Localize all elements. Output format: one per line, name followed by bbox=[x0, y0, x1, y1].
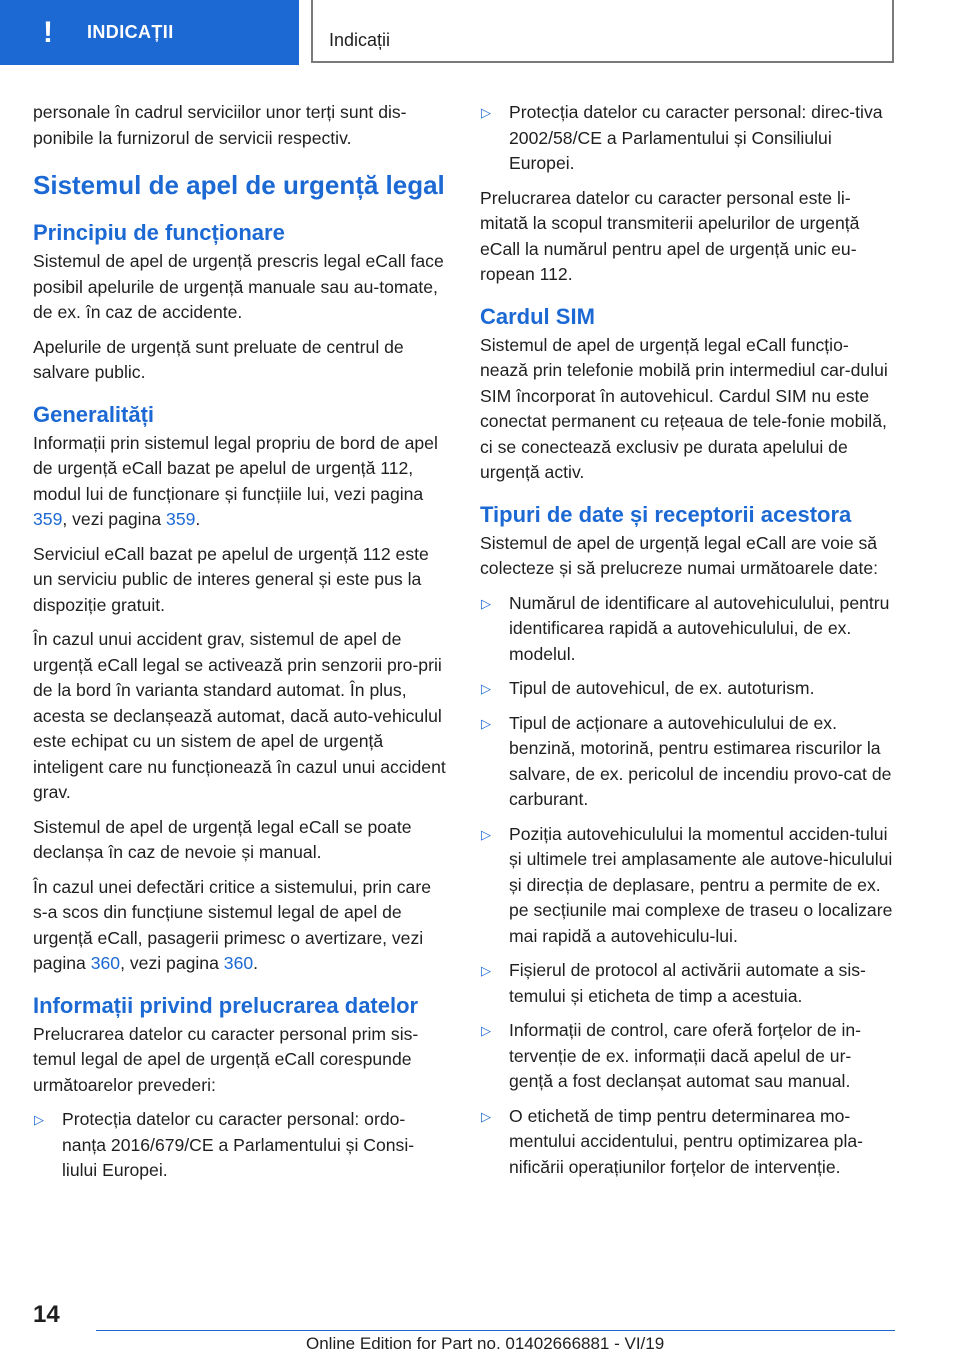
right-column bbox=[480, 100, 894, 1189]
list-item-text: O etichetă de timp pentru determinarea mo-mentului accidentului, pentru optimizarea pla-nificării operațiunilor forțelor de intervenție. bbox=[509, 1105, 864, 1177]
general-paragraph-1-text-c: . bbox=[195, 509, 201, 529]
triangle-bullet-icon: ▷ bbox=[481, 595, 491, 611]
heading-data-types: Tipuri de date și receptorii acestora bbox=[480, 501, 852, 527]
heading-sim-card: Cardul SIM bbox=[480, 303, 595, 329]
regulation-list bbox=[33, 1107, 447, 1184]
heading-data-processing: Informații privind prelucrarea datelor bbox=[33, 992, 419, 1018]
triangle-bullet-icon: ▷ bbox=[481, 1023, 491, 1038]
triangle-bullet-icon: ▷ bbox=[481, 715, 491, 731]
list-item-text: Tipul de acționare a autovehiculului de ex. benzină, motorină, pentru estimarea riscurilor la salvare, de ex. pericolul de incendiu provo-cat de carburant. bbox=[509, 712, 892, 809]
list-item bbox=[480, 1104, 894, 1181]
warning-icon: ! bbox=[43, 15, 53, 49]
list-item bbox=[480, 591, 894, 668]
page-link-359-second[interactable]: 359 bbox=[166, 509, 196, 529]
general-paragraph-5-text-c: . bbox=[253, 953, 259, 973]
list-item-text: Protecția datelor cu caracter personal: direc-tiva 2002/58/CE a Parlamentului și Consiliului Europei. bbox=[509, 102, 883, 173]
principle-paragraph-1: Sistemul de apel de urgență prescris legal eCall face posibil apelurile de urgență manuale sau au-tomate, de ex. în caz de accidente. bbox=[33, 251, 444, 322]
principle-paragraph-2: Apelurile de urgență sunt preluate de centrul de salvare public. bbox=[33, 336, 404, 382]
sim-paragraph: Sistemul de apel de urgență legal eCall funcțio-nează prin telefonie mobilă prin intermediul car-dului SIM încorporat în autovehicul. Cardul SIM nu este conectat permanent cu rețeaua de tele-fonie mobilă, ci se conectează exclusiv pe durata apelului de urgență activ. bbox=[480, 334, 888, 482]
processing-paragraph: Prelucrarea datelor cu caracter personal prim sis-temul legal de apel de urgență eCall corespunde următoarelor prevederi: bbox=[33, 1023, 419, 1095]
page-link-360[interactable]: 360 bbox=[90, 953, 121, 973]
section-tab-label: INDICAȚII bbox=[87, 22, 174, 42]
heading-principle: Principiu de funcționare bbox=[33, 220, 285, 245]
list-item bbox=[33, 1107, 447, 1184]
list-item-text: Poziția autovehiculului la momentul acciden-tului și ultimele trei amplasamente ale autove-hiculului și direcția de deplasare, pentru a permite de ex. pe secțiunile mai complexe de traseu o localizare mai rapidă a autovehiculu-lui. bbox=[509, 823, 893, 946]
general-paragraph-5-text-b: , vezi pagina bbox=[120, 953, 224, 973]
regulation-list-continued bbox=[480, 100, 894, 177]
list-item-text: Informații de control, care oferă forțelor de in-tervenție de ex. informații dacă apelul de ur-gență a fost declanșat automat sau manual. bbox=[509, 1020, 862, 1091]
list-item bbox=[480, 711, 894, 813]
general-paragraph-3: În cazul unui accident grav, sistemul de apel de urgență eCall legal se activează prin senzorii pro-prii de la bord în varianta standard automat. În plus, acesta se declanșează automat, dacă auto-vehiculul este echipat cu un sistem de apel de urgență inteligent care nu funcționează în cazul unui accident grav. bbox=[33, 629, 446, 802]
heading-general: Generalități bbox=[33, 401, 155, 427]
list-item-text: Fișierul de protocol al activării automate a sis-temului și eticheta de timp a acestuia. bbox=[509, 960, 866, 1006]
general-paragraph-1-text-b: , vezi pagina bbox=[62, 509, 167, 529]
general-paragraph-2: Serviciul eCall bazat pe apelul de urgență 112 este un serviciu public de interes general și este pus la dispoziție gratuit. bbox=[33, 543, 429, 615]
triangle-bullet-icon: ▷ bbox=[481, 681, 491, 696]
page-number: 14 bbox=[33, 1301, 60, 1328]
general-paragraph-5-text-a: În cazul unei defectări critice a sistemului, prin care s-a scos din funcțiune sistemul legal de apel de urgență eCall, pasagerii primesc o avertizare, vezi pagina bbox=[33, 876, 431, 973]
general-paragraph-1-text-a: Informații prin sistemul legal propriu de bord de apel de urgență eCall bazat pe apelul de urgență 112, modul lui de funcționare și funcțiile lui, vezi pagina bbox=[33, 432, 438, 504]
general-paragraph-4: Sistemul de apel de urgență legal eCall se poate declanșa în caz de nevoie și manual. bbox=[33, 816, 412, 862]
page-section-title: Indicații bbox=[329, 30, 391, 50]
page-link-360-second[interactable]: 360 bbox=[223, 953, 254, 973]
left-column bbox=[33, 100, 447, 1193]
page-link-359[interactable]: 359 bbox=[33, 509, 63, 529]
header-title-box bbox=[311, 0, 894, 63]
data-types-paragraph: Sistemul de apel de urgență legal eCall are voie să colecteze și să prelucreze numai următoarele date: bbox=[480, 532, 879, 578]
section-tab[interactable] bbox=[0, 0, 299, 65]
edition-footer: Online Edition for Part no. 01402666881 - VI/19 bbox=[306, 1334, 665, 1353]
general-paragraph-5 bbox=[33, 875, 447, 977]
intro-paragraph: personale în cadrul serviciilor unor terți sunt dis-ponibile la furnizorul de servicii respectiv. bbox=[33, 102, 407, 148]
list-item bbox=[480, 676, 894, 702]
list-item bbox=[480, 100, 894, 177]
list-item bbox=[480, 1018, 894, 1095]
triangle-bullet-icon: ▷ bbox=[481, 963, 491, 978]
heading-emergency-call: Sistemul de apel de urgență legal bbox=[33, 170, 445, 200]
triangle-bullet-icon: ▷ bbox=[34, 1112, 44, 1127]
data-types-list bbox=[480, 591, 894, 1181]
triangle-bullet-icon: ▷ bbox=[481, 1108, 491, 1124]
triangle-bullet-icon: ▷ bbox=[481, 826, 491, 842]
limitation-paragraph: Prelucrarea datelor cu caracter personal este li-mitată la scopul transmiterii apelurilor de urgență eCall la numărul pentru apel de urgență unic eu-ropean 112. bbox=[480, 187, 860, 284]
list-item-text: Numărul de identificare al autovehiculului, pentru identificarea rapidă a autovehiculului, de ex. modelul. bbox=[509, 592, 890, 664]
list-item-text: Tipul de autovehicul, de ex. autoturism. bbox=[509, 678, 815, 698]
triangle-bullet-icon: ▷ bbox=[481, 105, 491, 120]
list-item bbox=[480, 958, 894, 1009]
general-paragraph-1 bbox=[33, 431, 447, 533]
list-item-text: Protecția datelor cu caracter personal: ordo-nanța 2016/679/CE a Parlamentului și Consi-liului Europei. bbox=[62, 1109, 415, 1180]
list-item bbox=[480, 822, 894, 950]
footer-divider bbox=[96, 1330, 895, 1331]
